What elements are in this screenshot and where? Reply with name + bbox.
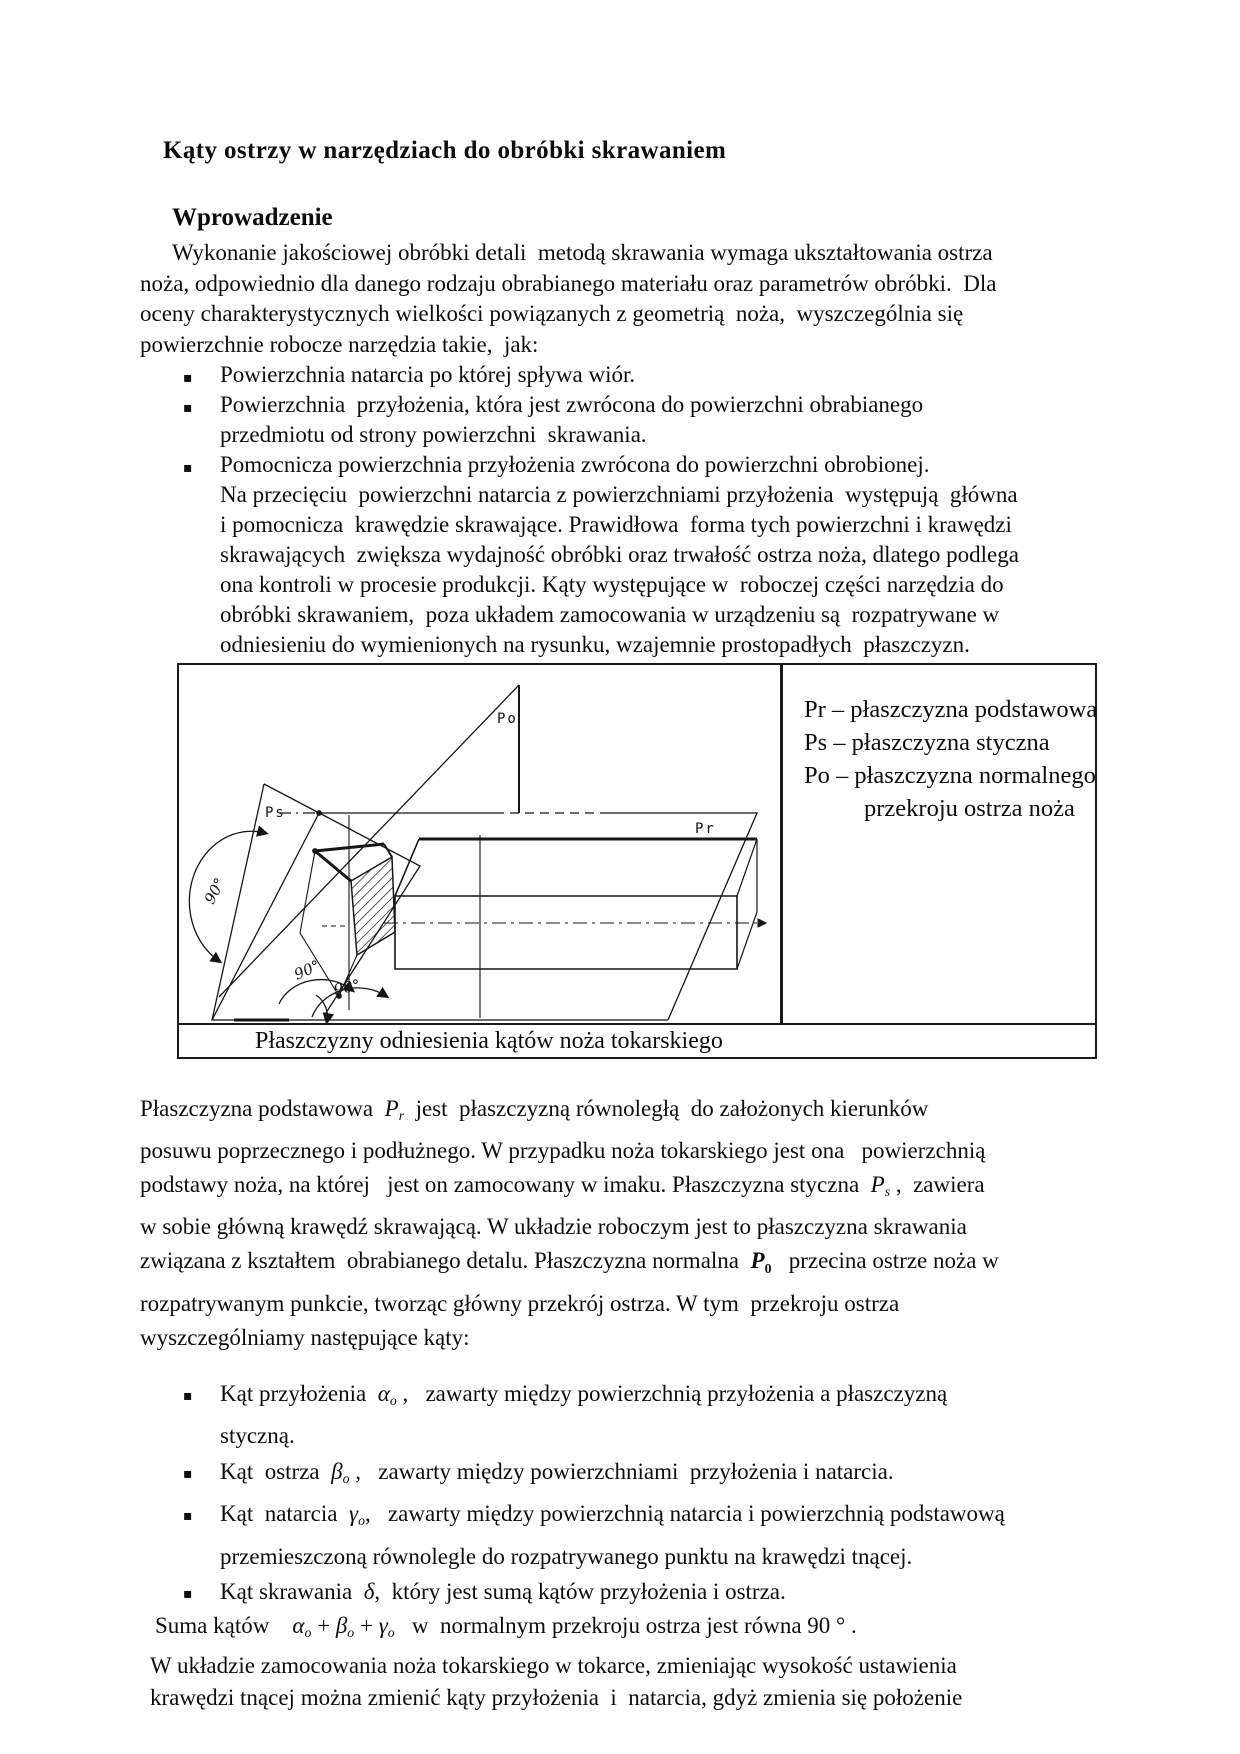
text-line: Płaszczyzna podstawowa Pr jest płaszczyzną równoległą do założonych kierunków bbox=[140, 1096, 929, 1124]
angle-90-left-label: 90° bbox=[200, 874, 230, 907]
planes-paragraph bbox=[140, 1092, 1125, 1356]
text-line: Ps – płaszczyzna styczna bbox=[804, 729, 1050, 756]
text-line: Wykonanie jakościowej obróbki detali metodą skrawania wymaga ukształtowania ostrza bbox=[172, 240, 993, 265]
list-item bbox=[140, 1496, 1125, 1574]
list-item-text bbox=[220, 1376, 1125, 1454]
text-line: przedmiotu od strony powierzchni skrawania. bbox=[220, 422, 647, 447]
text-line: Pr – płaszczyzna podstawowa bbox=[804, 696, 1098, 723]
text-line: krawędzi tnącej można zmienić kąty przyłożenia i natarcia, gdyż zmienia się położenie bbox=[150, 1685, 963, 1711]
list-item-text bbox=[220, 1496, 1125, 1574]
text-line: noża, odpowiednio dla danego rodzaju obrabianego materiału oraz parametrów obróbki. Dla bbox=[140, 270, 997, 296]
text-line: skrawających zwiększa wydajność obróbki oraz trwałość ostrza noża, dlatego podlega bbox=[220, 542, 1019, 567]
text-line: Powierzchnia przyłożenia, która jest zwrócona do powierzchni obrabianego bbox=[220, 392, 924, 417]
figure-caption-text: Płaszczyzny odniesienia kątów noża tokarskiego bbox=[255, 1027, 723, 1054]
bullet-marker-icon: ▪ bbox=[183, 460, 193, 476]
text-line: obróbki skrawaniem, poza układem zamocowania w urządzeniu są rozpatrywane w bbox=[220, 602, 1000, 627]
text-line: przemieszczoną równolegle do rozpatrywanego punktu na krawędzi tnącej. bbox=[220, 1543, 913, 1569]
continuation-paragraph bbox=[140, 480, 1125, 660]
text-line: Kąt przyłożenia αo , zawarty między powierzchnią przyłożenia a płaszczyzną bbox=[220, 1380, 948, 1408]
text-line: Kąt skrawania δ, który jest sumą kątów przyłożenia i ostrza. bbox=[220, 1579, 786, 1605]
text-line: oceny charakterystycznych wielkości powiązanych z geometrią noża, wyszczególnia się bbox=[140, 301, 964, 326]
text-line: Kąt natarcia γo, zawarty między powierzchnią natarcia i powierzchnią podstawową bbox=[220, 1501, 1005, 1529]
list-item-text bbox=[220, 450, 1125, 480]
document-content bbox=[140, 0, 1125, 660]
text-line: przekroju ostrza noża bbox=[864, 795, 1075, 822]
text-line: styczną. bbox=[220, 1423, 295, 1449]
text-line: Powierzchnia natarcia po której spływa wiór. bbox=[220, 362, 636, 387]
figure bbox=[177, 663, 1097, 1059]
text-line: i pomocnicza krawędzie skrawające. Prawidłowa forma tych powierzchni i krawędzi bbox=[220, 512, 1012, 537]
list-item bbox=[140, 450, 1125, 480]
text-line: odniesieniu do wymienionych na rysunku, wzajemnie prostopadłych płaszczyzn. bbox=[220, 632, 970, 657]
intro-paragraph bbox=[140, 238, 1125, 360]
text-line: posuwu poprzecznego i podłużnego. W przypadku noża tokarskiego jest ona powierzchnią bbox=[140, 1137, 986, 1163]
text-line: rozpatrywanym punkcie, tworząc główny przekrój ostrza. W tym przekroju ostrza bbox=[140, 1290, 900, 1316]
pr-plane-label: Pr bbox=[695, 821, 716, 837]
bullet-marker-icon: ▪ bbox=[183, 1508, 193, 1525]
closing-paragraph bbox=[140, 1650, 1125, 1715]
bullet-marker-icon: ▪ bbox=[183, 370, 193, 386]
list-item-text bbox=[220, 360, 1125, 390]
text-line: Kąt ostrza βo , zawarty między powierzchniami przyłożenia i natarcia. bbox=[220, 1458, 894, 1486]
text-line: Po – płaszczyzna normalnego bbox=[804, 762, 1096, 789]
list-item bbox=[140, 360, 1125, 390]
figure-legend bbox=[780, 665, 1098, 1023]
angles-list bbox=[140, 1376, 1125, 1610]
bullet-marker-icon: ▪ bbox=[183, 400, 193, 416]
bullet-marker-icon: ▪ bbox=[183, 1465, 193, 1482]
angle-90-bottom2-label: 90° bbox=[332, 975, 362, 999]
figure-drawing bbox=[179, 665, 780, 1023]
planes-drawing bbox=[179, 665, 780, 1023]
figure-caption bbox=[179, 1023, 1095, 1057]
document-content-lower bbox=[140, 1059, 1125, 1715]
text-line: Pomocnicza powierzchnia przyłożenia zwrócona do powierzchni obrobionej. bbox=[220, 452, 930, 477]
text-line: Suma kątów αo + βo + γo w normalnym przekroju ostrza jest równa 90 ° . bbox=[155, 1612, 857, 1641]
list-item bbox=[140, 1376, 1125, 1454]
list-item bbox=[140, 1574, 1125, 1610]
text-line: Na przecięciu powierzchni natarcia z powierzchniami przyłożenia występują główna bbox=[220, 482, 1018, 507]
list-item-text bbox=[220, 1454, 1125, 1497]
bullet-marker-icon: ▪ bbox=[183, 1586, 193, 1603]
sum-line bbox=[140, 1610, 1125, 1650]
text-line: powierzchnie robocze narzędzia takie, jak: bbox=[140, 331, 539, 357]
ps-plane-label: Ps bbox=[265, 805, 286, 821]
list-item-text bbox=[220, 1574, 1125, 1610]
text-line: w sobie główną krawędź skrawającą. W układzie roboczym jest to płaszczyzna skrawania bbox=[140, 1213, 967, 1239]
surfaces-list bbox=[140, 360, 1125, 480]
list-item-text bbox=[220, 390, 1125, 450]
angle-90-bottom1-label: 90° bbox=[291, 956, 323, 984]
bullet-marker-icon: ▪ bbox=[183, 1387, 193, 1404]
text-line: podstawy noża, na której jest on zamocowany w imaku. Płaszczyzna styczna Ps , zawiera bbox=[140, 1172, 985, 1200]
section-heading: Wprowadzenie bbox=[172, 204, 333, 231]
page-title: Kąty ostrzy w narzędziach do obróbki skrawaniem bbox=[163, 137, 727, 164]
text-line: ona kontroli w procesie produkcji. Kąty występujące w roboczej części narzędzia do bbox=[220, 572, 1004, 597]
text-line: W układzie zamocowania noża tokarskiego w tokarce, zmieniając wysokość ustawienia bbox=[150, 1652, 957, 1678]
text-line: związana z kształtem obrabianego detalu. Płaszczyzna normalna $P_0$ przecina ostrze noża w bbox=[140, 1248, 999, 1277]
po-plane-label: Po bbox=[497, 711, 518, 727]
text-line: wyszczególniamy następujące kąty: bbox=[140, 1325, 470, 1351]
list-item bbox=[140, 390, 1125, 450]
list-item bbox=[140, 1454, 1125, 1497]
